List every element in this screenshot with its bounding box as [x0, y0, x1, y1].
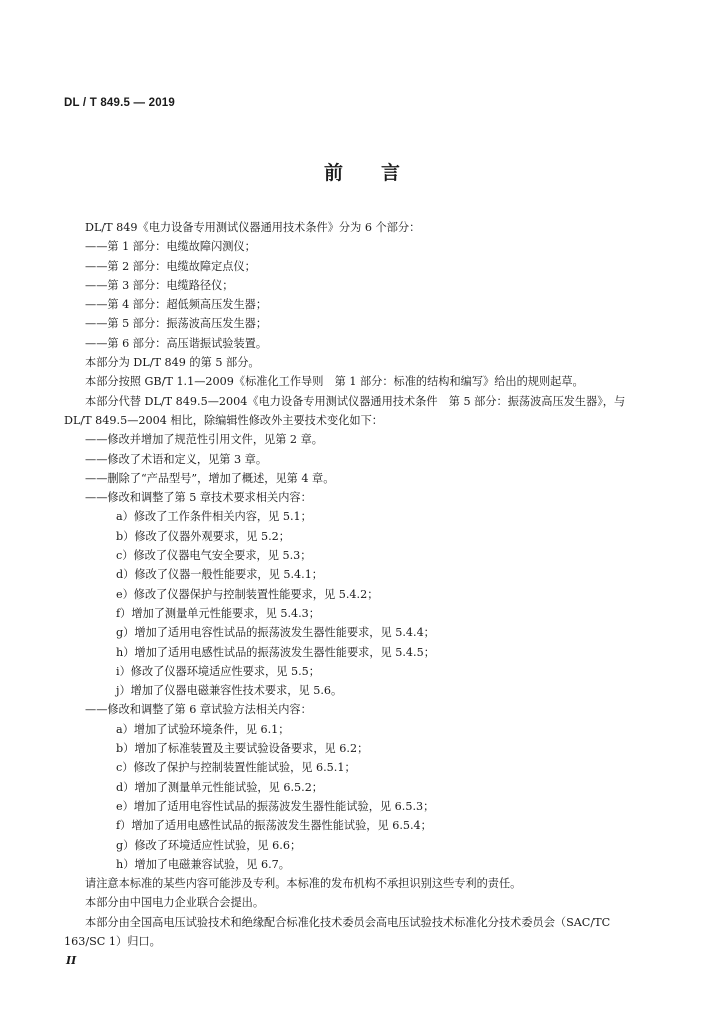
page-number: II	[66, 954, 77, 967]
list-item-part: ——第 4 部分：超低频高压发生器；	[85, 298, 268, 312]
page-title	[0, 158, 724, 185]
paragraph-managed: 本部分由全国高电压试验技术和绝缘配合标准化技术委员会高电压试验技术标准化分技术委员会（SAC/TC 163/SC 1）归口。	[64, 915, 611, 948]
list-item-ch5: c）修改了仪器电气安全要求，见 5.3；	[116, 549, 312, 563]
list-item-ch6: h）增加了电磁兼容试验，见 6.7。	[116, 857, 290, 871]
list-item-ch5: a）修改了工作条件相关内容，见 5.1；	[116, 510, 312, 524]
paragraph-drafting: 本部分按照 GB/T 1.1—2009《标准化工作导则 第 1 部分：标准的结构和编写》给出的规则起草。	[85, 375, 584, 389]
list-item-ch6: c）修改了保护与控制装置性能试验，见 6.5.1；	[116, 761, 356, 775]
list-item-ch6: b）增加了标准装置及主要试验设备要求，见 6.2；	[116, 742, 369, 756]
foreword-body	[64, 218, 652, 951]
paragraph-patent: 请注意本标准的某些内容可能涉及专利。本标准的发布机构不承担识别这些专利的责任。	[85, 877, 522, 891]
list-item-ch6: e）增加了适用电容性试品的振荡波发生器性能试验，见 6.5.3；	[116, 799, 435, 813]
list-item-ch6: g）修改了环境适应性试验，见 6.6；	[116, 838, 302, 852]
list-item-part: ——第 2 部分：电缆故障定点仪；	[85, 259, 256, 273]
list-item-change: ——修改和调整了第 6 章试验方法相关内容：	[85, 703, 312, 717]
list-item-change: ——修改了术语和定义，见第 3 章。	[85, 452, 268, 466]
list-item-ch5: h）增加了适用电感性试品的振荡波发生器性能要求，见 5.4.5；	[116, 645, 435, 659]
paragraph-intro: DL/T 849《电力设备专用测试仪器通用技术条件》分为 6 个部分：	[85, 221, 421, 234]
list-item-part: ——第 5 部分：振荡波高压发生器；	[85, 317, 268, 331]
list-item-part: ——第 6 部分：高压谐振试验装置。	[85, 336, 268, 350]
list-item-ch5: j）增加了仪器电磁兼容性技术要求，见 5.6。	[116, 684, 343, 698]
paragraph-proposed: 本部分由中国电力企业联合会提出。	[85, 896, 265, 910]
list-item-ch5: e）修改了仪器保护与控制装置性能要求，见 5.4.2；	[116, 587, 379, 601]
list-item-change: ——删除了“产品型号”，增加了概述，见第 4 章。	[85, 471, 335, 485]
paragraph-this-part: 本部分为 DL/T 849 的第 5 部分。	[85, 356, 260, 370]
list-item-change: ——修改和调整了第 5 章技术要求相关内容：	[85, 491, 312, 505]
list-item-ch5: i）修改了仪器环境适应性要求，见 5.5；	[116, 664, 320, 678]
list-item-part: ——第 3 部分：电缆路径仪；	[85, 278, 234, 292]
paragraph-replace: 本部分代替 DL/T 849.5—2004《电力设备专用测试仪器通用技术条件 第 5 部分：振荡波高压发生器》，与 DL/T 849.5—2004 相比，除编辑性修改外主要技术变化如下：	[64, 394, 626, 427]
title-char-2: 言	[381, 162, 401, 184]
list-item-ch5: b）修改了仪器外观要求，见 5.2；	[116, 529, 290, 543]
list-item-ch5: d）修改了仪器一般性能要求，见 5.4.1；	[116, 568, 323, 582]
title-char-1: 前	[323, 162, 343, 184]
list-item-part: ——第 1 部分：电缆故障闪测仪；	[85, 240, 256, 254]
list-item-ch5: f）增加了测量单元性能要求，见 5.4.3；	[116, 606, 320, 620]
list-item-ch6: a）增加了试验环境条件，见 6.1；	[116, 722, 290, 736]
list-item-change: ——修改并增加了规范性引用文件，见第 2 章。	[85, 433, 323, 447]
list-item-ch6: f）增加了适用电感性试品的振荡波发生器性能试验，见 6.5.4；	[116, 819, 432, 833]
list-item-ch5: g）增加了适用电容性试品的振荡波发生器性能要求，见 5.4.4；	[116, 626, 435, 640]
standard-number: DL / T 849.5 — 2019	[64, 97, 175, 109]
list-item-ch6: d）增加了测量单元性能试验，见 6.5.2；	[116, 780, 323, 794]
